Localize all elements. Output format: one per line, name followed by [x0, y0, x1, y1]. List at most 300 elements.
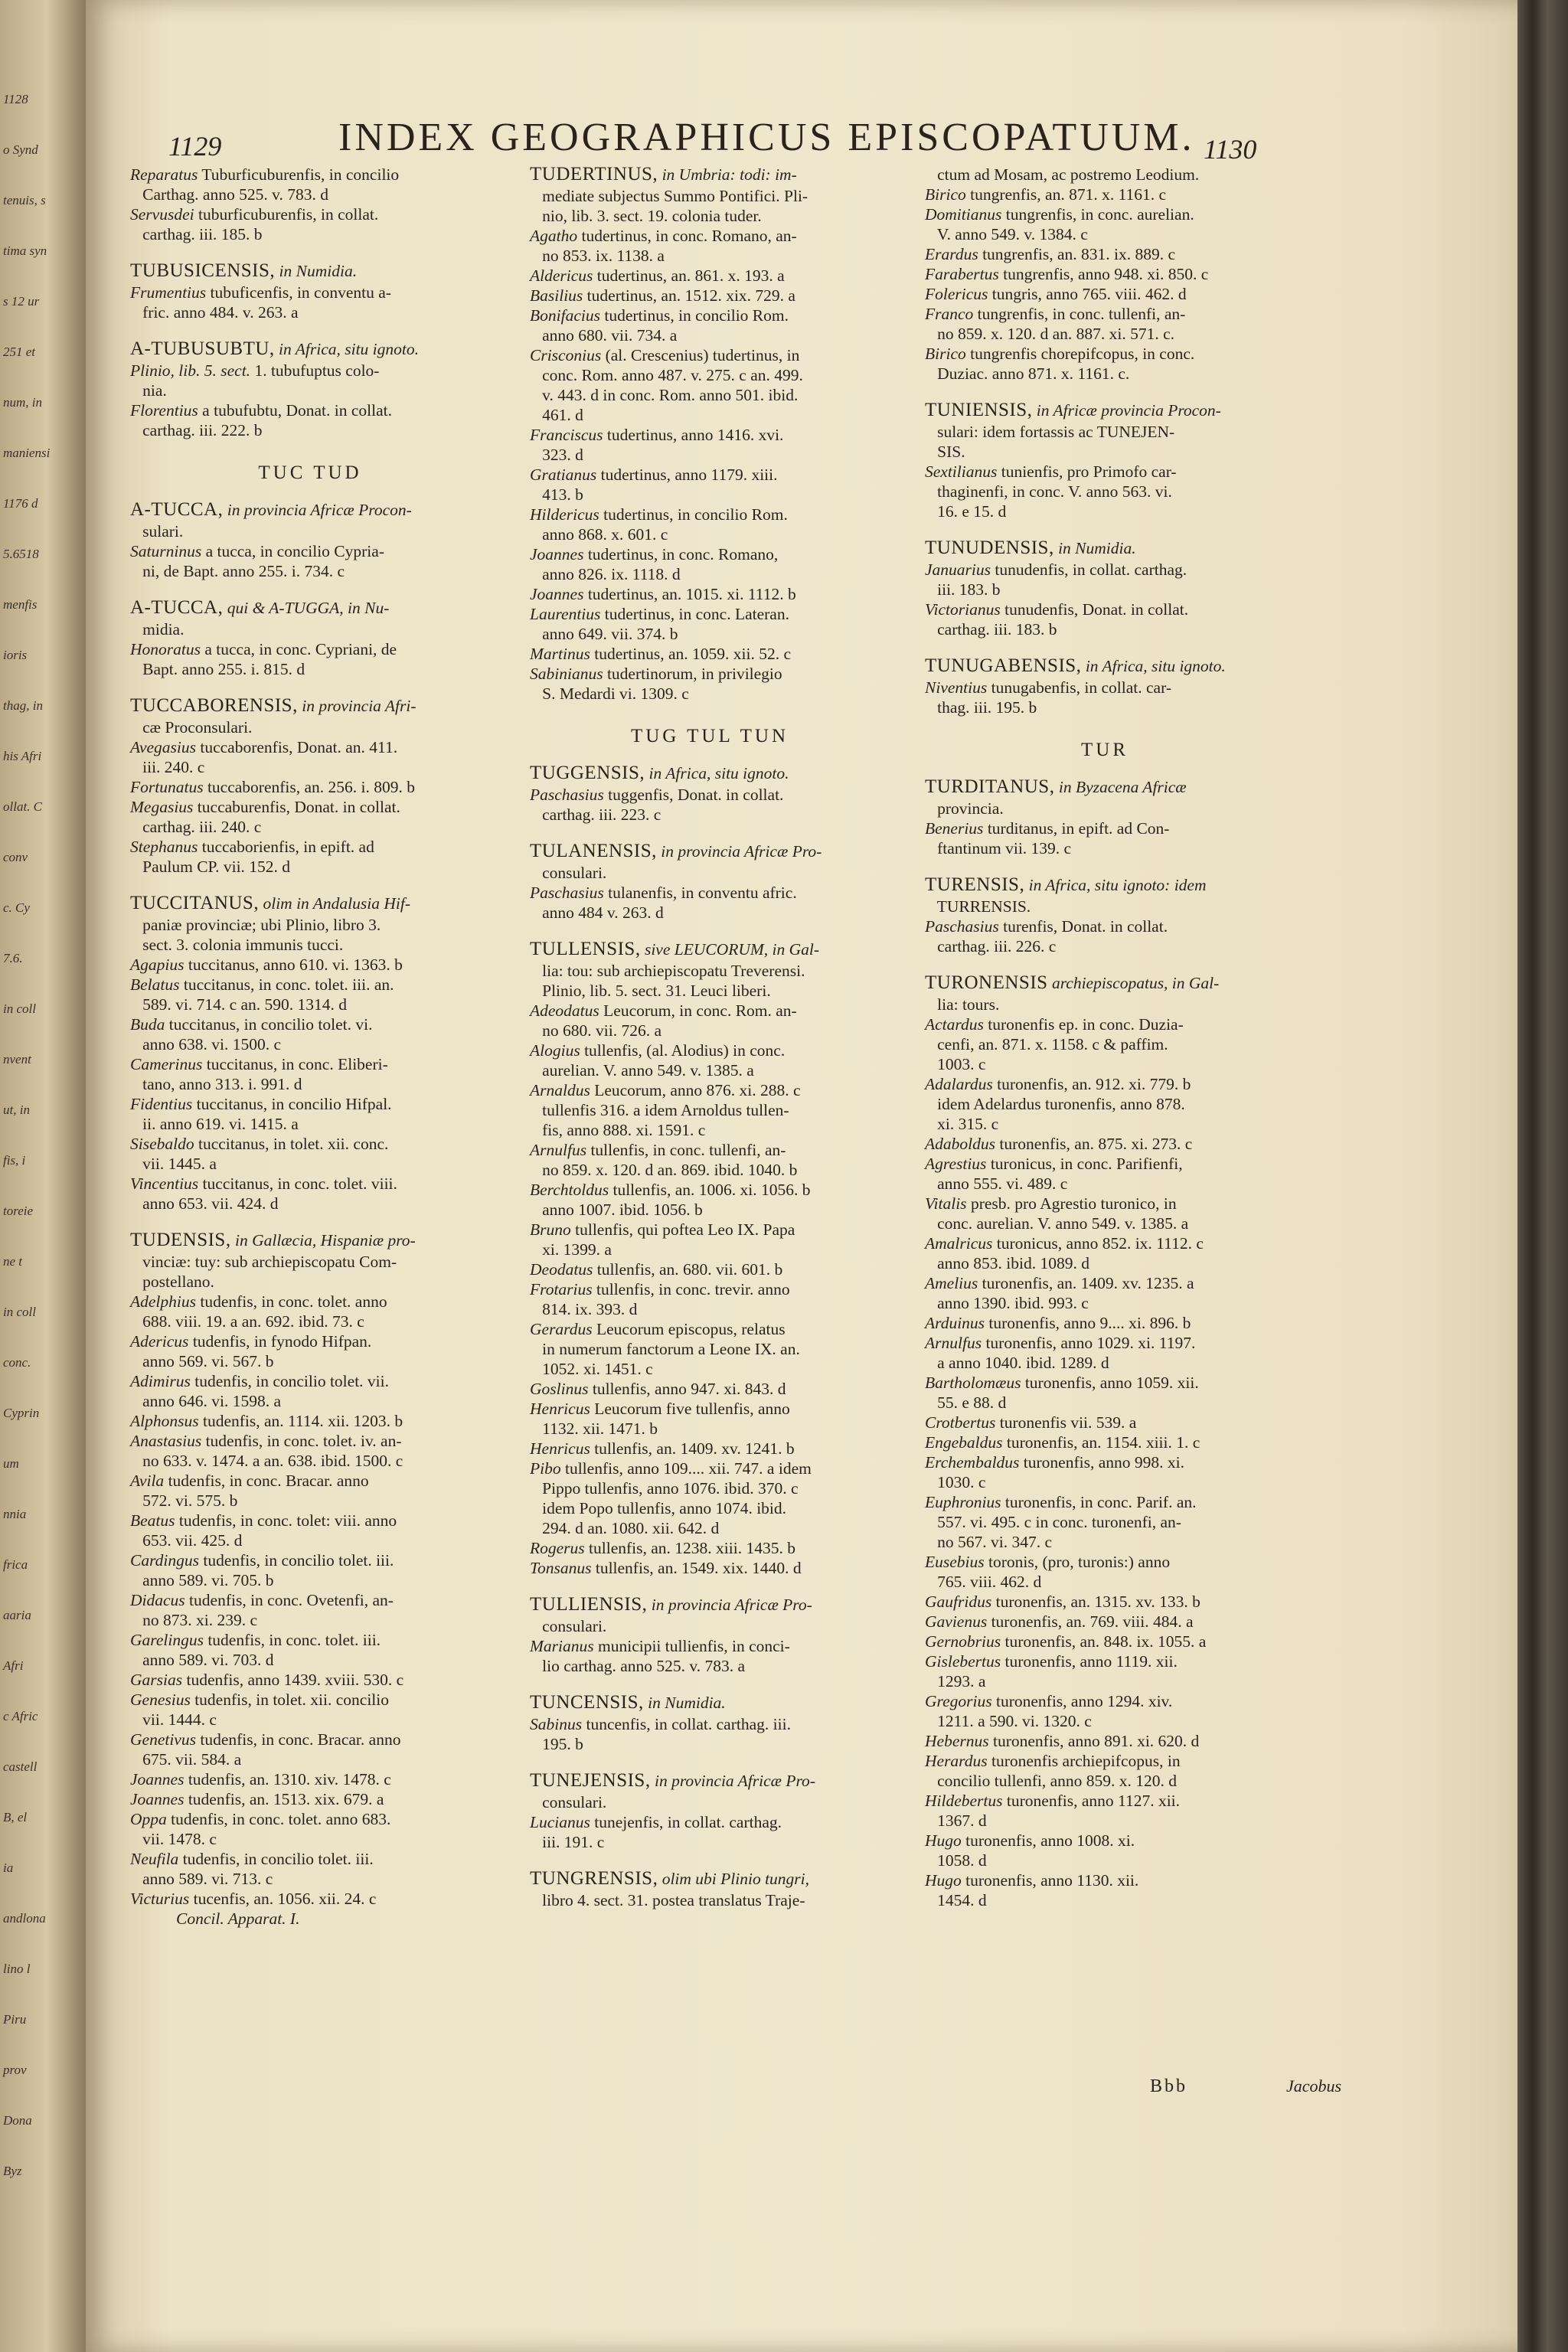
- bishop-name: Arnaldus: [530, 1081, 590, 1099]
- citation-text: lia: tours.: [925, 995, 1000, 1014]
- entry-heading: [530, 1595, 890, 1615]
- citation-text: 688. viii. 19. a an. 692. ibid. 73. c: [130, 1312, 364, 1331]
- citation-text: Leucorum episcopus, relatus: [592, 1320, 786, 1338]
- spine-fragment: 5.6518: [3, 547, 39, 561]
- citation-text: lia: tou: sub archiepiscopatu Treverensi.: [530, 962, 805, 980]
- entry-line: [925, 1393, 1285, 1413]
- citation-text: 1211. a 590. vi. 1320. c: [925, 1712, 1092, 1730]
- see-name: TUNUDENSIS,: [925, 537, 1054, 558]
- entry-line: [530, 1636, 890, 1656]
- entry-line: [530, 684, 890, 704]
- citation-text: tudertinus, an. 861. x. 193. a: [593, 266, 785, 285]
- index-entry: [530, 1771, 890, 1852]
- entry-heading: [130, 893, 490, 913]
- citation-text: anno 555. vi. 489. c: [925, 1174, 1068, 1193]
- citation-text: tuccitanus, in concilio tolet. vi.: [165, 1015, 373, 1034]
- spine-fragment: toreie: [3, 1204, 34, 1218]
- see-location: in Numidia.: [275, 262, 358, 280]
- see-name: TUCCITANUS,: [130, 893, 260, 913]
- entry-line: [130, 1610, 490, 1630]
- citation-text: conc. Rom. anno 487. v. 275. c an. 499.: [530, 366, 803, 384]
- bishop-name: Marianus: [530, 1637, 594, 1655]
- entry-line: [130, 1451, 490, 1471]
- bishop-name: Servusdei: [130, 205, 194, 224]
- entry-heading: [925, 875, 1285, 895]
- citation-text: tudenfis, an. 1513. xix. 679. a: [184, 1790, 384, 1808]
- entry-line: [530, 1319, 890, 1339]
- entry-line: [530, 1100, 890, 1120]
- citation-text: anno 589. vi. 703. d: [130, 1651, 274, 1669]
- entry-line: [130, 1371, 490, 1391]
- see-name: TUDENSIS,: [130, 1230, 231, 1250]
- book-page: [86, 0, 1517, 2352]
- citation-text: tuccaburenfis, Donat. in collat.: [193, 798, 400, 816]
- entry-line: [130, 1272, 490, 1292]
- citation-text: anno 653. vii. 424. d: [130, 1194, 279, 1213]
- citation-text: 195. b: [530, 1735, 583, 1753]
- citation-text: iii. 183. b: [925, 580, 1001, 599]
- citation-text: 1058. d: [925, 1851, 987, 1870]
- index-entry: [530, 1693, 890, 1754]
- citation-text: TURRENSIS.: [925, 897, 1031, 916]
- entry-line: [925, 1154, 1285, 1174]
- bishop-name: Tonsanus: [530, 1559, 592, 1577]
- running-title: INDEX GEOGRAPHICUS EPISCOPATUUM.: [338, 116, 1195, 159]
- see-location: in Gallæcia, Hispaniæ pro-: [230, 1231, 416, 1250]
- citation-text: tudenfis, anno 1439. xviii. 530. c: [182, 1671, 404, 1689]
- entry-line: [925, 1512, 1285, 1532]
- see-name: TUNEJENSIS,: [530, 1770, 651, 1791]
- see-name: TUCCABORENSIS,: [130, 695, 298, 716]
- entry-line: [130, 1749, 490, 1769]
- citation-text: idem Popo tullenfis, anno 1074. ibid.: [530, 1499, 787, 1517]
- entry-line: [130, 717, 490, 737]
- bishop-name: Joannes: [130, 1790, 185, 1808]
- bishop-name: Joannes: [130, 1770, 185, 1788]
- citation-text: cenfi, an. 871. x. 1158. c & paffim.: [925, 1035, 1168, 1054]
- citation-text: 461. d: [530, 406, 583, 424]
- entry-line: [530, 1120, 890, 1140]
- entry-line: [130, 302, 490, 322]
- citation-text: turonenfis, in conc. Parif. an.: [1001, 1493, 1197, 1511]
- spine-fragment: frica: [3, 1557, 28, 1572]
- citation-text: tuccitanus, in tolet. xii. conc.: [194, 1135, 389, 1153]
- entry-line: [925, 1313, 1285, 1333]
- bishop-name: Neufila: [130, 1850, 179, 1868]
- section-heading: TUC TUD: [258, 462, 362, 483]
- bishop-name: Adimirus: [130, 1372, 191, 1390]
- bishop-name: Benerius: [925, 819, 984, 838]
- entry-line: [925, 1671, 1285, 1691]
- see-location: in Byzacena Africæ: [1054, 778, 1187, 796]
- entry-line: [530, 405, 890, 425]
- entry-line: [925, 204, 1285, 224]
- citation-text: 55. e 88. d: [925, 1393, 1007, 1412]
- see-location: olim in Andalusia Hif-: [259, 894, 410, 913]
- entry-line: [530, 1832, 890, 1852]
- entry-line: [530, 1498, 890, 1518]
- citation-text: tudertinus, in conc. Lateran.: [600, 605, 789, 623]
- entry-line: [130, 935, 490, 955]
- spine-fragment: um: [3, 1456, 19, 1471]
- citation-text: sulari: idem fortassis ac TUNEJEN-: [925, 423, 1175, 441]
- entry-line: [130, 797, 490, 817]
- citation-text: tullenfis, anno 947. xi. 843. d: [588, 1380, 786, 1398]
- citation-text: tudertinus, an. 1015. xi. 1112. b: [583, 585, 796, 603]
- entry-line: [130, 1471, 490, 1491]
- citation-text: tudenfis, in conc. tolet. anno: [196, 1292, 387, 1311]
- spine-fragment: ia: [3, 1860, 14, 1875]
- citation-text: cæ Proconsulari.: [130, 718, 253, 737]
- citation-text: tudenfis, in conc. Ovetenfi, an-: [185, 1591, 394, 1609]
- entry-line: [130, 224, 490, 244]
- citation-text: consulari.: [530, 864, 607, 882]
- spine-fragment: tima syn: [3, 243, 47, 258]
- spine-fragment: conc.: [3, 1355, 31, 1370]
- citation-text: lio carthag. anno 525. v. 783. a: [530, 1657, 746, 1675]
- bishop-name: Birico: [925, 185, 966, 204]
- bishop-name: Agrestius: [925, 1155, 987, 1173]
- citation-text: ftantinum vii. 139. c: [925, 839, 1072, 858]
- bishop-name: Plinio, lib. 5. sect.: [130, 361, 251, 380]
- citation-text: anno 569. vi. 567. b: [130, 1352, 274, 1370]
- column-right: [925, 165, 1285, 1910]
- citation-text: Pippo tullenfis, anno 1076. ibid. 370. c: [530, 1479, 799, 1498]
- citation-text: no 859. x. 120. d an. 887. xi. 571. c.: [925, 325, 1175, 343]
- citation-text: tudenfis, in conc. tolet. anno 683.: [166, 1810, 391, 1828]
- citation-text: turonenfis vii. 539. a: [995, 1413, 1137, 1432]
- citation-text: turonenfis, an. 1315. xv. 133. b: [991, 1592, 1200, 1611]
- citation-text: tullenfis 316. a idem Arnoldus tullen-: [530, 1101, 789, 1119]
- spine-fragment: ioris: [3, 648, 28, 662]
- citation-text: tullenfis, an. 680. vii. 601. b: [593, 1260, 783, 1279]
- entry-line: [130, 1849, 490, 1869]
- see-location: in provincia Africæ Procon-: [223, 501, 412, 519]
- citation-text: carthag. iii. 223. c: [530, 805, 662, 824]
- entry-line: [130, 1252, 490, 1272]
- entry-line: [530, 1299, 890, 1319]
- citation-text: V. anno 549. v. 1384. c: [925, 225, 1088, 243]
- citation-text: tudenfis, in conc. tolet: viii. anno: [175, 1511, 397, 1530]
- citation-text: ni, de Bapt. anno 255. i. 734. c: [130, 562, 345, 580]
- see-name: TULLENSIS,: [530, 939, 641, 959]
- entry-line: [530, 1259, 890, 1279]
- entry-line: [530, 981, 890, 1001]
- bishop-name: Sabinus: [530, 1715, 583, 1733]
- entry-line: [530, 624, 890, 644]
- bishop-name: Arnulfus: [925, 1334, 982, 1352]
- entry-line: [530, 604, 890, 624]
- citation-text: anno 853. ibid. 1089. d: [925, 1254, 1089, 1272]
- see-name: TUBUSICENSIS,: [130, 260, 276, 281]
- citation-text: 653. vii. 425. d: [130, 1531, 243, 1550]
- citation-text: consulari.: [530, 1793, 607, 1811]
- citation-text: turonenfis, an. 848. ix. 1055. a: [1001, 1632, 1207, 1651]
- citation-text: a anno 1040. ibid. 1289. d: [925, 1354, 1109, 1372]
- bishop-name: Eusebius: [925, 1553, 985, 1571]
- catchword: Jacobus: [1286, 2076, 1342, 2096]
- citation-text: tungrenfis, in conc. tullenfi, an-: [973, 305, 1186, 323]
- citation-text: tuccitanus, in concilio Hifpal.: [192, 1095, 392, 1113]
- index-entry: [925, 656, 1285, 717]
- citation-text: nia.: [130, 381, 167, 400]
- spine-fragment: Byz: [3, 2164, 22, 2178]
- citation-text: tunudenfis, in collat. carthag.: [991, 560, 1187, 579]
- citation-text: no 873. xi. 239. c: [130, 1611, 258, 1629]
- entry-line: [925, 1831, 1285, 1851]
- bishop-name: Adalardus: [925, 1075, 993, 1093]
- entry-line: [130, 1530, 490, 1550]
- see-name: TUNCENSIS,: [530, 1692, 644, 1713]
- bishop-name: Franco: [925, 305, 974, 323]
- entry-line: [530, 1399, 890, 1419]
- see-location: in Africa, situ ignoto.: [1081, 657, 1226, 675]
- citation-text: turonenfis, an. 769. viii. 484. a: [987, 1612, 1194, 1631]
- entry-heading: [530, 165, 890, 185]
- citation-text: tudertinus, in concilio Rom.: [599, 306, 789, 325]
- entry-line: [530, 1220, 890, 1240]
- see-location: in Umbria: todi: im-: [658, 165, 797, 184]
- bishop-name: Januarius: [925, 560, 991, 579]
- citation-text: sulari.: [130, 522, 184, 541]
- entry-line: [925, 1711, 1285, 1731]
- bishop-name: Paschasius: [530, 884, 604, 902]
- entry-line: [530, 1459, 890, 1478]
- entry-line: [925, 244, 1285, 264]
- citation-text: Paulum CP. vii. 152. d: [130, 858, 291, 876]
- see-location: sive LEUCORUM, in Gal-: [640, 940, 820, 959]
- entry-line: [530, 186, 890, 206]
- bishop-name: Genesius: [130, 1690, 191, 1709]
- citation-text: turonenfis, an. 875. xi. 273. c: [995, 1135, 1193, 1153]
- entry-line: [925, 936, 1285, 956]
- spine-fragment: c. Cy: [3, 900, 30, 915]
- entry-line: [530, 544, 890, 564]
- citation-text: tudenfis, in conc. tolet. iv. an-: [201, 1432, 402, 1450]
- citation-text: a tucca, in concilio Cypria-: [201, 542, 384, 560]
- citation-text: mediate subjectus Summo Pontifici. Pli-: [530, 187, 808, 205]
- bishop-name: Vincentius: [130, 1174, 199, 1193]
- entry-line: [130, 1054, 490, 1074]
- entry-line: [530, 961, 890, 981]
- entry-heading: [530, 1869, 890, 1889]
- see-name: TUNIENSIS,: [925, 400, 1033, 420]
- entry-heading: [925, 777, 1285, 797]
- citation-text: tuggenfis, Donat. in collat.: [603, 786, 784, 804]
- citation-text: 589. vi. 714. c an. 590. 1314. d: [130, 995, 348, 1014]
- entry-line: [925, 1114, 1285, 1134]
- entry-line: [530, 524, 890, 544]
- bishop-name: Stephanus: [130, 838, 198, 856]
- see-name: TULLIENSIS,: [530, 1594, 648, 1615]
- spine-fragment: nnia: [3, 1507, 27, 1521]
- index-entry: [130, 598, 490, 679]
- citation-text: idem Adelardus turonenfis, anno 878.: [925, 1095, 1185, 1113]
- citation-text: 294. d an. 1080. xii. 642. d: [530, 1519, 720, 1537]
- see-name: TUGGENSIS,: [530, 763, 645, 783]
- citation-text: tungrenfis, an. 831. ix. 889. c: [978, 245, 1176, 263]
- bishop-name: Avila: [130, 1472, 165, 1490]
- citation-text: provincia.: [925, 799, 1004, 818]
- entry-line: [130, 975, 490, 995]
- entry-line: [925, 1413, 1285, 1432]
- citation-text: tuccitanus, in conc. tolet. iii. an.: [179, 975, 394, 994]
- see-location: in Africæ provincia Procon-: [1032, 401, 1221, 420]
- bishop-name: Hugo: [925, 1831, 962, 1850]
- citation-text: tullenfis, an. 1549. xix. 1440. d: [591, 1559, 802, 1577]
- citation-text: 557. vi. 495. c in conc. turonenfi, an-: [925, 1513, 1181, 1531]
- entry-line: [530, 564, 890, 584]
- citation-text: tuccitanus, in conc. Eliberi-: [202, 1055, 388, 1073]
- see-name: TUDERTINUS,: [530, 164, 658, 185]
- citation-text: in numerum fanctorum a Leone IX. an.: [530, 1340, 800, 1358]
- see-name: TULANENSIS,: [530, 841, 657, 861]
- entry-line: [925, 501, 1285, 521]
- entry-line: [925, 1293, 1285, 1313]
- spine-fragment: andlona: [3, 1911, 46, 1926]
- entry-line: [530, 883, 890, 903]
- citation-text: turonenfis, anno 1294. xiv.: [991, 1692, 1173, 1710]
- entry-line: [530, 305, 890, 325]
- index-entry: [530, 1595, 890, 1676]
- spine-fragment: 251 et: [3, 345, 36, 359]
- bishop-name: Florentius: [130, 401, 198, 420]
- citation-text: tudertinus, anno 1179. xiii.: [596, 466, 778, 484]
- see-location: in provincia Africæ Pro-: [650, 1772, 815, 1790]
- bishop-name: Gregorius: [925, 1692, 992, 1710]
- bishop-name: Adelphius: [130, 1292, 196, 1311]
- spine-fragment: 7.6.: [3, 951, 23, 965]
- entry-line: [530, 1160, 890, 1180]
- bishop-name: Sextilianus: [925, 462, 998, 481]
- citation-text: tudertinus, anno 1416. xvi.: [603, 426, 784, 444]
- entry-line: [925, 185, 1285, 204]
- entry-line: [130, 561, 490, 581]
- entry-line: [925, 264, 1285, 284]
- signature-mark: Bbb: [1150, 2076, 1188, 2096]
- citation-text: tudenfis, in fynodo Hifpan.: [188, 1332, 372, 1351]
- citation-text: turonenfis archiepifcopus, in: [987, 1752, 1181, 1770]
- entry-line: [925, 422, 1285, 442]
- column-left: [130, 165, 490, 1929]
- citation-text: tunejenfis, in collat. carthag.: [590, 1813, 782, 1831]
- entry-line: [130, 1809, 490, 1829]
- entry-line: [925, 1791, 1285, 1811]
- citation-text: toronis, (pro, turonis:) anno: [984, 1553, 1171, 1571]
- entry-line: [130, 1570, 490, 1590]
- citation-text: thaginenfi, in conc. V. anno 563. vi.: [925, 482, 1172, 501]
- entry-line: [925, 619, 1285, 639]
- spine-fragment: Afri: [3, 1658, 24, 1673]
- bishop-name: Agapius: [130, 956, 185, 974]
- bishop-name: Henricus: [530, 1439, 590, 1458]
- bishop-name: Niventius: [925, 678, 988, 697]
- citation-text: tudenfis, in concilio tolet. iii.: [178, 1850, 374, 1868]
- entry-line: [925, 1572, 1285, 1592]
- index-entry: [130, 1230, 490, 1909]
- entry-line: [530, 445, 890, 465]
- entry-line: [130, 777, 490, 797]
- entry-line: [925, 1751, 1285, 1771]
- entry-line: [530, 345, 890, 365]
- spine-fragment: in coll: [3, 1001, 36, 1016]
- entry-line: [530, 1538, 890, 1558]
- entry-line: [925, 838, 1285, 858]
- bishop-name: Rogerus: [530, 1539, 585, 1557]
- bishop-name: Adaboldus: [925, 1135, 995, 1153]
- bishop-name: Crotbertus: [925, 1413, 996, 1432]
- entry-line: [530, 644, 890, 664]
- citation-text: anno 646. vi. 1598. a: [130, 1392, 282, 1410]
- citation-text: iii. 240. c: [130, 758, 205, 776]
- spine-fragment: s 12 ur: [3, 294, 40, 309]
- bishop-name: Martinus: [530, 645, 590, 663]
- entry-line: [530, 246, 890, 266]
- citation-text: tudenfis, in concilio tolet. iii.: [199, 1551, 394, 1570]
- entry-line: [130, 857, 490, 877]
- entry-line: [925, 1432, 1285, 1452]
- bishop-name: Fortunatus: [130, 778, 204, 796]
- citation-text: tullenfis, an. 1006. xi. 1056. b: [609, 1181, 811, 1199]
- citation-text: tungrenfis, anno 948. xi. 850. c: [998, 265, 1209, 283]
- entry-line: [130, 1829, 490, 1849]
- citation-text: tuccaborenfis, an. 256. i. 809. b: [203, 778, 416, 796]
- see-name: TURDITANUS,: [925, 776, 1055, 797]
- entry-line: [130, 837, 490, 857]
- entry-line: [130, 1094, 490, 1114]
- citation-text: 413. b: [530, 485, 583, 504]
- citation-text: anno 868. x. 601. c: [530, 525, 668, 544]
- entry-line: [130, 737, 490, 757]
- citation-text: tudenfis, an. 1310. xiv. 1478. c: [184, 1770, 391, 1788]
- entry-line: [130, 1590, 490, 1610]
- entry-line: [130, 1312, 490, 1331]
- entry-line: [130, 1134, 490, 1154]
- entry-line: [130, 995, 490, 1014]
- citation-text: tullenfis, in conc. trevir. anno: [592, 1280, 790, 1298]
- citation-text: 572. vi. 575. b: [130, 1491, 238, 1510]
- bishop-name: Garsias: [130, 1671, 183, 1689]
- citation-text: Duziac. anno 871. x. 1161. c.: [925, 364, 1130, 383]
- citation-text: tudenfis, in conc. Bracar. anno: [164, 1472, 369, 1490]
- entry-line: [130, 659, 490, 679]
- entry-line: [530, 584, 890, 604]
- index-entry: [130, 500, 490, 581]
- entry-line: [130, 420, 490, 440]
- citation-text: turonenfis, an. 1154. xiii. 1. c: [1002, 1433, 1200, 1452]
- entry-line: [925, 1373, 1285, 1393]
- spine-fragment: ne t: [3, 1254, 23, 1269]
- spine-fragment: his Afri: [3, 749, 42, 763]
- citation-text: 16. e 15. d: [925, 502, 1007, 521]
- entry-line: [530, 1040, 890, 1060]
- citation-text: tullenfis, an. 1409. xv. 1241. b: [590, 1439, 795, 1458]
- entry-line: [925, 1691, 1285, 1711]
- entry-line: [530, 1616, 890, 1636]
- entry-line: [530, 1001, 890, 1021]
- index-entry: [925, 538, 1285, 639]
- citation-text: presb. pro Agrestio turonico, in: [966, 1194, 1177, 1213]
- entry-line: [925, 1851, 1285, 1870]
- citation-text: postellano.: [130, 1272, 214, 1291]
- index-entry: [925, 973, 1285, 1910]
- spine-fragment: Cyprin: [3, 1406, 40, 1420]
- entry-line: [530, 1478, 890, 1498]
- citation-text: 675. vii. 584. a: [130, 1750, 242, 1769]
- citation-text: v. 443. d in conc. Rom. anno 501. ibid.: [530, 386, 799, 404]
- bishop-name: Agatho: [530, 227, 578, 245]
- index-entry: [530, 165, 890, 704]
